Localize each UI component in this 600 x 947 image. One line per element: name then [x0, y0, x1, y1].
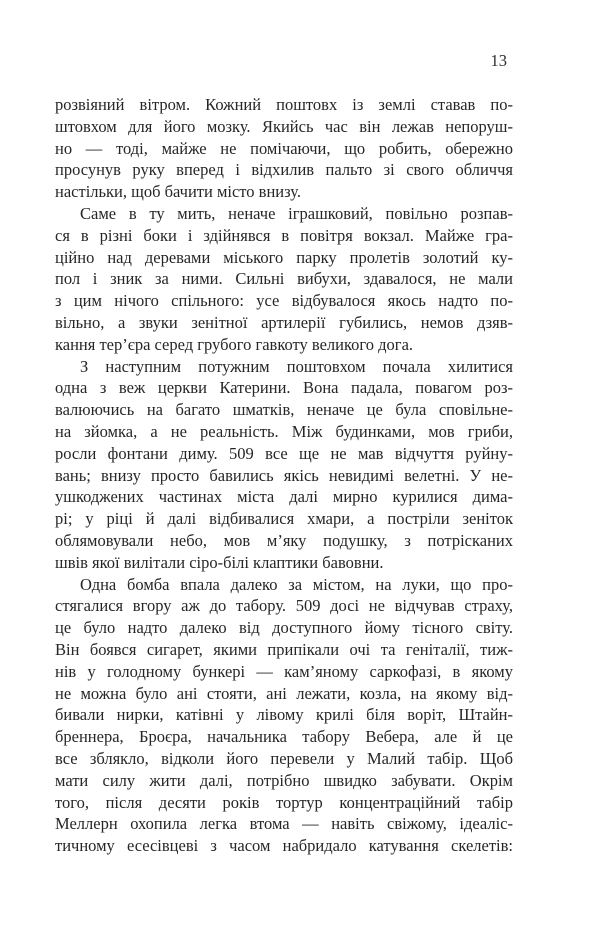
text-line: Він боявся сигарет, якими припікали очі та геніталії, тиж- — [55, 639, 513, 659]
text-line: рі; у ріці й далі відбивалися хмари, а постріли зеніток — [55, 509, 513, 529]
text-line: облямовували небо, мов м’яку подушку, з потрісканих — [55, 530, 513, 550]
text-line: росли фонтани диму. 509 все ще не мав відчуття руйну- — [55, 443, 513, 463]
text-line: кання тер’єра серед грубого гавкоту великого дога. — [55, 334, 414, 354]
text-line: З наступним потужним поштовхом почала хилитися — [80, 356, 513, 376]
text-line: вільно, а звуки зенітної артилерії губились, немов дзяв- — [55, 312, 513, 332]
page-number: 13 — [490, 51, 507, 70]
text-line: Одна бомба впала далеко за містом, на луки, що про- — [80, 574, 513, 594]
text-line: бреннера, Броєра, начальника табору Вебера, але й це — [55, 727, 513, 747]
text-line: тичному есесівцеві з часом набридало катування скелетів: — [55, 836, 513, 856]
text-line: бивали нирки, катівні у лівому крилі біля воріт, Штайн- — [55, 705, 513, 725]
text-line: пол і зник за ними. Сильні вибухи, здавалося, не мали — [55, 269, 513, 289]
text-line: просунув руку вперед і відхилив пальто зі свого обличчя — [55, 160, 513, 180]
text-line: ся в різні боки і здійнявся в повітря вокзал. Майже гра- — [55, 225, 513, 245]
text-block — [55, 94, 513, 857]
text-line: Меллерн охопила легка втома — навіть свіжому, ідеаліс- — [55, 814, 513, 834]
text-line: Саме в ту мить, неначе іграшковий, повільно розпав- — [80, 203, 513, 223]
text-line: нів у голодному бункері — кам’яному саркофазі, в якому — [55, 661, 513, 681]
text-line: ушкоджених частинах міста далі мирно курилися дима- — [55, 487, 513, 507]
text-line: з цим нічого спільного: усе відбувалося якось надто по- — [55, 291, 513, 311]
text-line: на зйомка, а не реальність. Між будинками, мов гриби, — [55, 421, 513, 441]
text-line: ційно над деревами міського парку пролетів золотий ку- — [55, 247, 513, 267]
text-line: штовхом для його мозку. Якийсь час він лежав непоруш- — [55, 116, 513, 136]
text-line: того, після десяти років тортур концентраційний табір — [55, 792, 513, 812]
text-line: мати силу жити далі, потрібно швидко забувати. Окрім — [55, 770, 513, 790]
text-line: не можна було ані стояти, ані лежати, козла, на якому від- — [55, 683, 513, 703]
text-line: це було надто далеко від доступного йому тісного світу. — [55, 618, 513, 638]
text-line: одна з веж церкви Катерини. Вона падала, повагом роз- — [55, 378, 513, 398]
text-line: валюючись на багато шматків, неначе це була сповільне- — [55, 400, 513, 420]
text-line: но — тоді, майже не помічаючи, що робить, обережно — [55, 138, 513, 158]
text-line: швів якої вилітали сіро-білі клаптики бавовни. — [55, 552, 384, 572]
text-line: вань; внизу просто бавились якісь невидимі велетні. У не- — [55, 465, 513, 485]
text-line: стягалися вгору аж до табору. 509 досі не відчував страху, — [55, 596, 513, 616]
text-line: все зблякло, відколи його перевели у Малий табір. Щоб — [55, 748, 513, 768]
text-line: настільки, щоб бачити місто внизу. — [55, 182, 302, 202]
text-line: розвіяний вітром. Кожний поштовх із землі ставав по- — [55, 95, 513, 114]
